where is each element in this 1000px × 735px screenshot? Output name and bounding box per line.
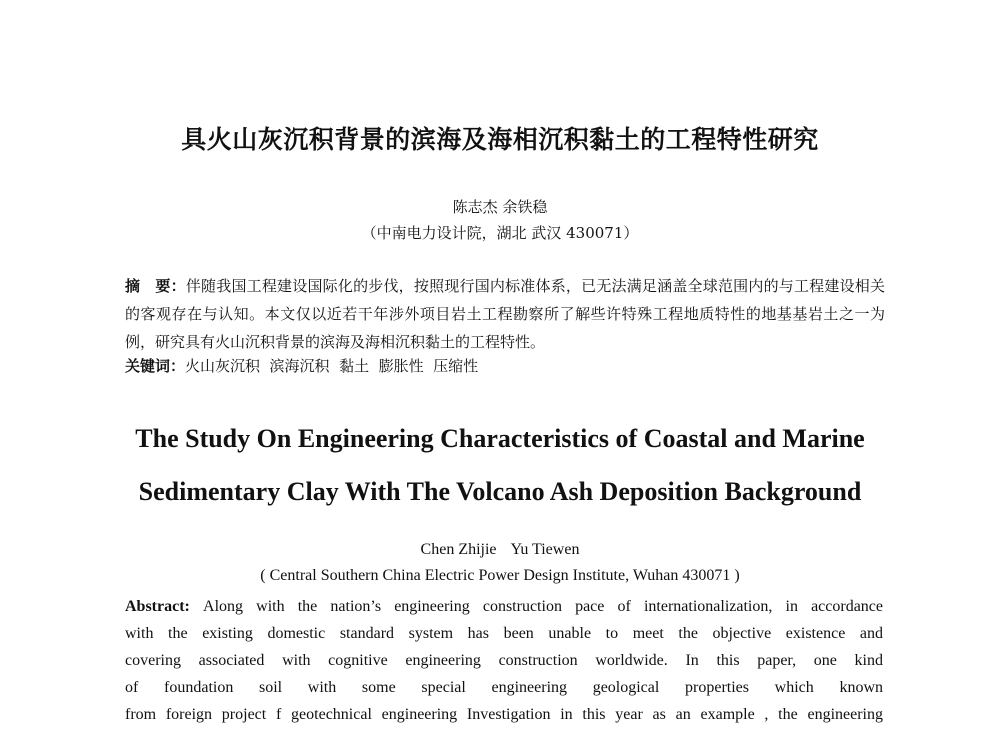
english-abstract-line bbox=[125, 674, 883, 701]
english-title bbox=[100, 412, 900, 518]
english-abstract bbox=[125, 593, 883, 728]
english-abstract-line-text: from foreign project f geotechnical engineering Investigation in this year as an example , the engineering bbox=[125, 706, 883, 723]
english-abstract-line bbox=[125, 701, 883, 728]
chinese-keywords-text: 火山灰沉积 滨海沉积 黏土 膨胀性 压缩性 bbox=[185, 357, 479, 375]
chinese-abstract-label: 摘 要： bbox=[125, 277, 186, 295]
chinese-keywords-label: 关键词： bbox=[125, 357, 186, 375]
english-abstract-line bbox=[125, 593, 883, 620]
english-authors bbox=[0, 541, 1000, 559]
english-author-1: Chen Zhijie bbox=[420, 541, 497, 558]
chinese-abstract bbox=[125, 272, 885, 356]
english-title-line-2: Sedimentary Clay With The Volcano Ash Deposition Background bbox=[138, 477, 862, 506]
english-affiliation: ( Central Southern China Electric Power Design Institute, Wuhan 430071 ) bbox=[260, 567, 740, 584]
english-author-2: Yu Tiewen bbox=[510, 541, 580, 558]
chinese-title: 具火山灰沉积背景的滨海及海相沉积黏土的工程特性研究 bbox=[181, 125, 819, 154]
chinese-keywords bbox=[125, 355, 478, 376]
english-abstract-line-text: covering associated with cognitive engineering construction worldwide. In this paper, one kind bbox=[125, 652, 883, 669]
english-abstract-line-text: of foundation soil with some special engineering geological properties which known bbox=[125, 679, 883, 696]
chinese-affiliation: （中南电力设计院，湖北 武汉 430071） bbox=[361, 224, 639, 242]
english-abstract-line-text: Along with the nation’s engineering construction pace of internationalization, in accordance bbox=[203, 598, 884, 615]
english-abstract-line bbox=[125, 620, 883, 647]
english-title-line-1: The Study On Engineering Characteristics of Coastal and Marine bbox=[135, 424, 865, 453]
english-abstract-line bbox=[125, 647, 883, 674]
chinese-abstract-text: 伴随我国工程建设国际化的步伐，按照现行国内标准体系，已无法满足涵盖全球范围内的与工程建设相关的客观存在与认知。本文仅以近若干年涉外项目岩土工程勘察所了解些许特殊工程地质特性的地基基岩土之一为例，研究具有火山沉积背景的滨海及海相沉积黏土的工程特性。 bbox=[125, 277, 885, 351]
english-abstract-label: Abstract: bbox=[125, 598, 190, 615]
chinese-authors: 陈志杰 余铁稳 bbox=[452, 198, 548, 216]
english-abstract-line-text: with the existing domestic standard system has been unable to meet the objective existence and bbox=[125, 625, 883, 642]
